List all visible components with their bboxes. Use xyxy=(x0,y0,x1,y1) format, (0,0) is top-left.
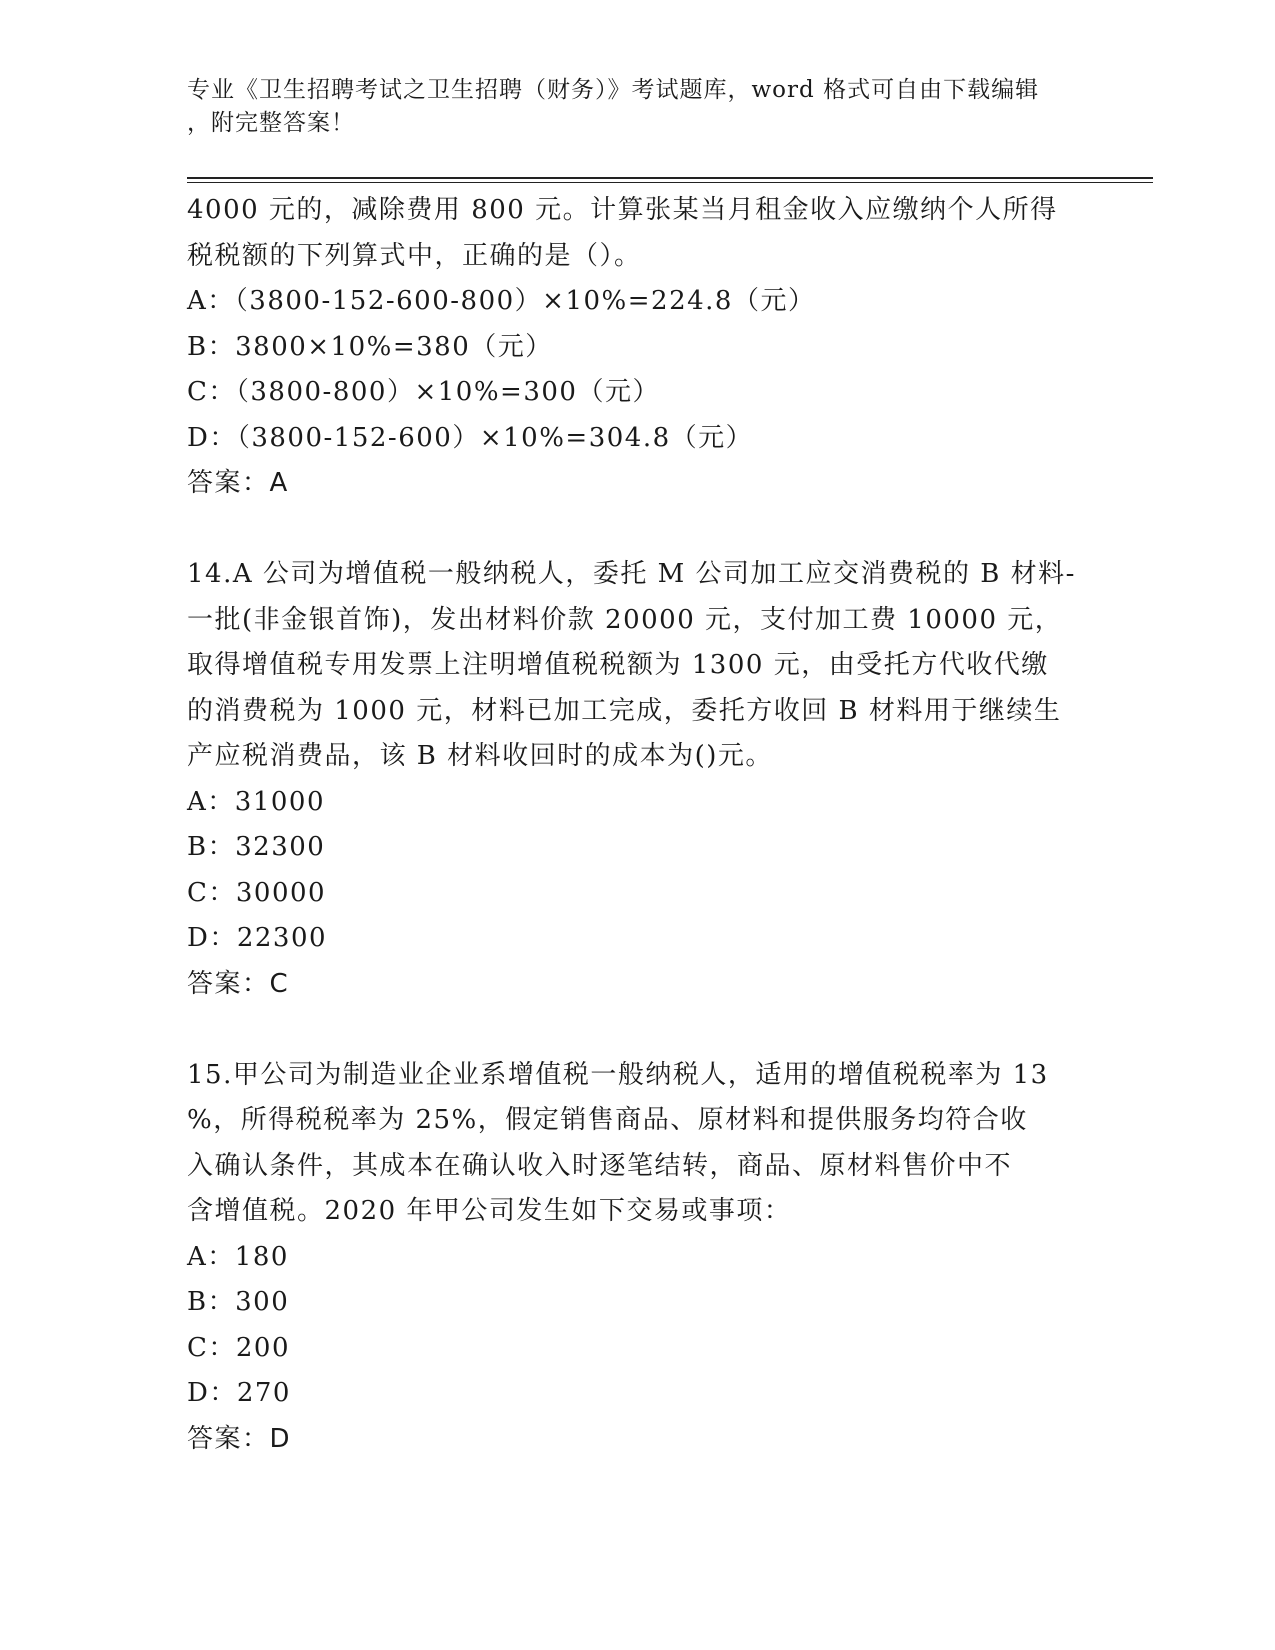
question-stem-line: 4000 元的，减除费用 800 元。计算张某当月租金收入应缴纳个人所得 xyxy=(187,195,1058,225)
option-c: C：（3800-800）×10%=300（元） xyxy=(187,377,660,407)
option-c: C：30000 xyxy=(187,877,327,908)
spacer xyxy=(187,507,1087,553)
question-stem-line: 15.甲公司为制造业企业系增值税一般纳税人，适用的增值税税率为 13 xyxy=(187,1059,1049,1090)
answer-label: 答案：D xyxy=(187,1423,292,1454)
question-stem-line: 取得增值税专用发票上注明增值税税额为 1300 元，由受托方代收代缴 xyxy=(187,650,1049,680)
answer-label: 答案：A xyxy=(187,468,289,498)
document-header xyxy=(187,74,1067,140)
option-d: D：（3800-152-600）×10%=304.8（元） xyxy=(187,422,754,453)
option-b: B：300 xyxy=(187,1287,290,1317)
question-stem-line: 税税额的下列算式中，正确的是（）。 xyxy=(187,240,642,271)
question-content xyxy=(187,188,1087,1462)
question-stem-line: 产应税消费品，该 B 材料收回时的成本为()元。 xyxy=(187,741,773,771)
header-line-1: 专业《卫生招聘考试之卫生招聘（财务）》考试题库，word 格式可自由下载编辑 xyxy=(187,77,1040,103)
option-a: A：31000 xyxy=(187,786,325,817)
header-line-2: ，附完整答案！ xyxy=(187,110,355,136)
question-stem-line: 入确认条件，其成本在确认收入时逐笔结转，商品、原材料售价中不 xyxy=(187,1150,1013,1181)
question-stem-line: 一批(非金银首饰)，发出材料价款 20000 元，支付加工费 10000 元， xyxy=(187,604,1063,635)
option-b: B：32300 xyxy=(187,832,326,862)
option-a: A：180 xyxy=(187,1241,289,1272)
question-stem-line: %，所得税税率为 25%，假定销售商品、原材料和提供服务均符合收 xyxy=(187,1105,1028,1135)
question-stem-line: 的消费税为 1000 元，材料已加工完成，委托方收回 B 材料用于继续生 xyxy=(187,695,1062,726)
option-b: B：3800×10%=380（元） xyxy=(187,331,553,362)
question-15 xyxy=(187,1053,1087,1463)
spacer xyxy=(187,1007,1087,1053)
option-a: A：（3800-152-600-800）×10%=224.8（元） xyxy=(187,286,816,316)
answer-label: 答案：C xyxy=(187,968,290,999)
question-stem-line: 14.A 公司为增值税一般纳税人，委托 M 公司加工应交消费税的 B 材料- xyxy=(187,559,1076,589)
header-divider-thin xyxy=(187,182,1153,183)
option-c: C：200 xyxy=(187,1332,291,1363)
question-13 xyxy=(187,188,1087,507)
option-d: D：22300 xyxy=(187,923,328,953)
question-stem-line: 含增值税。2020 年甲公司发生如下交易或事项： xyxy=(187,1196,792,1226)
option-d: D：270 xyxy=(187,1378,291,1408)
header-divider-thick xyxy=(187,177,1153,179)
question-14 xyxy=(187,552,1087,1007)
